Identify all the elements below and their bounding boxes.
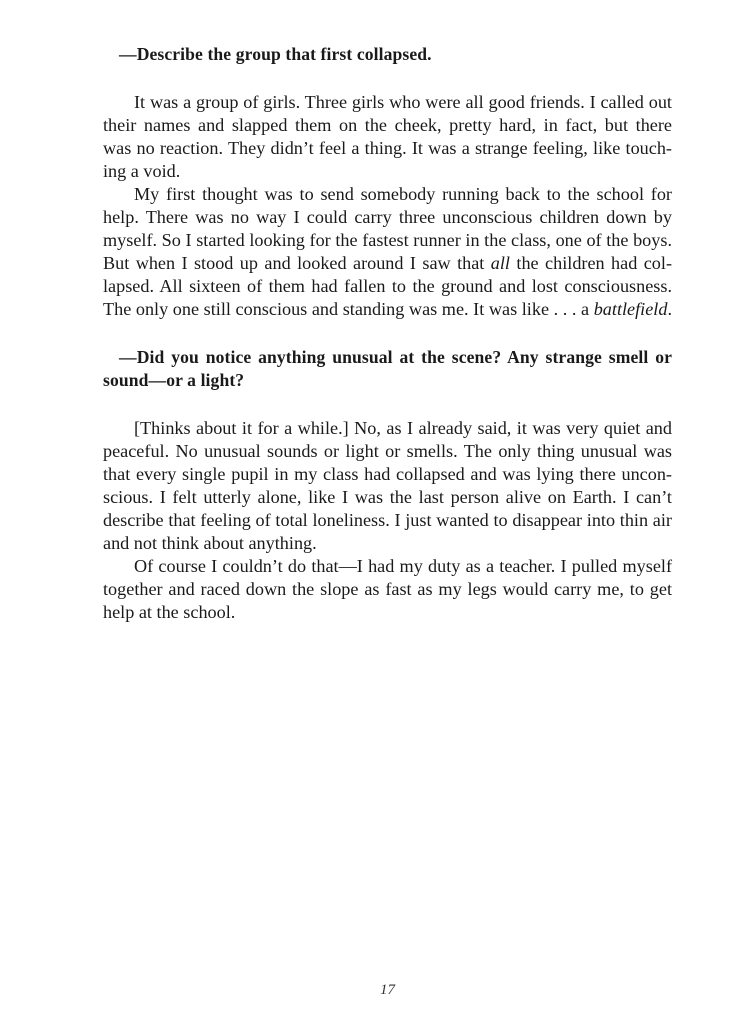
answer-1-p2-line-6 (103, 298, 672, 321)
answer-2-p2-line-3: help at the school. (103, 602, 236, 622)
interview-question-2-line-2: sound—or a light? (103, 370, 245, 390)
page-number: 17 (380, 982, 395, 998)
answer-2-p1-line-6: and not think about anything. (103, 533, 317, 553)
answer-1-p1-line-1: It was a group of girls. Three girls who were all good friends. I called out (134, 92, 672, 112)
answer-2-p2-line-2: together and raced down the slope as fast as my legs would carry me, to get (103, 579, 672, 599)
line-text-b: the children had col- (516, 253, 672, 273)
book-page (103, 0, 672, 1024)
line-text-a: But when I stood up and looked around I saw that (103, 253, 491, 273)
answer-2-p2-line-1: Of course I couldn’t do that—I had my duty as a teacher. I pulled myself (134, 556, 672, 576)
answer-1-p1-line-2: their names and slapped them on the cheek, pretty hard, in fact, but there (103, 115, 672, 135)
answer-2-p1-line-1: [Thinks about it for a while.] No, as I already said, it was very quiet and (134, 418, 672, 438)
interview-question-1: —Describe the group that first collapsed. (119, 44, 432, 64)
answer-1-p2-line-4 (103, 252, 672, 275)
line-period: . (667, 299, 672, 319)
emphasis-all: all (490, 253, 510, 273)
answer-1-p2-line-5: lapsed. All sixteen of them had fallen to the ground and lost consciousness. (103, 276, 672, 296)
answer-2-p1-line-2: peaceful. No unusual sounds or light or smells. The only thing unusual was (103, 441, 672, 461)
interview-question-2-line-1: —Did you notice anything unusual at the scene? Any strange smell or (119, 347, 672, 367)
answer-2-p1-line-4: scious. I felt utterly alone, like I was the last person alive on Earth. I can’t (103, 487, 672, 507)
answer-2-p1-line-5: describe that feeling of total loneliness. I just wanted to disappear into thin air (103, 510, 672, 530)
answer-1-p2-line-3: myself. So I started looking for the fastest runner in the class, one of the boys. (103, 230, 672, 250)
answer-1-p2-line-2: help. There was no way I could carry three unconscious children down by (103, 207, 672, 227)
line-text: The only one still conscious and standing was me. It was like . . . a (103, 299, 594, 319)
answer-1-p2-line-1: My first thought was to send somebody running back to the school for (134, 184, 672, 204)
answer-1-p1-line-3: was no reaction. They didn’t feel a thing. It was a strange feeling, like touch- (103, 138, 672, 158)
emphasis-battlefield: battlefield (593, 299, 668, 319)
answer-2-p1-line-3: that every single pupil in my class had collapsed and was lying there uncon- (103, 464, 672, 484)
answer-1-p1-line-4: ing a void. (103, 161, 181, 181)
